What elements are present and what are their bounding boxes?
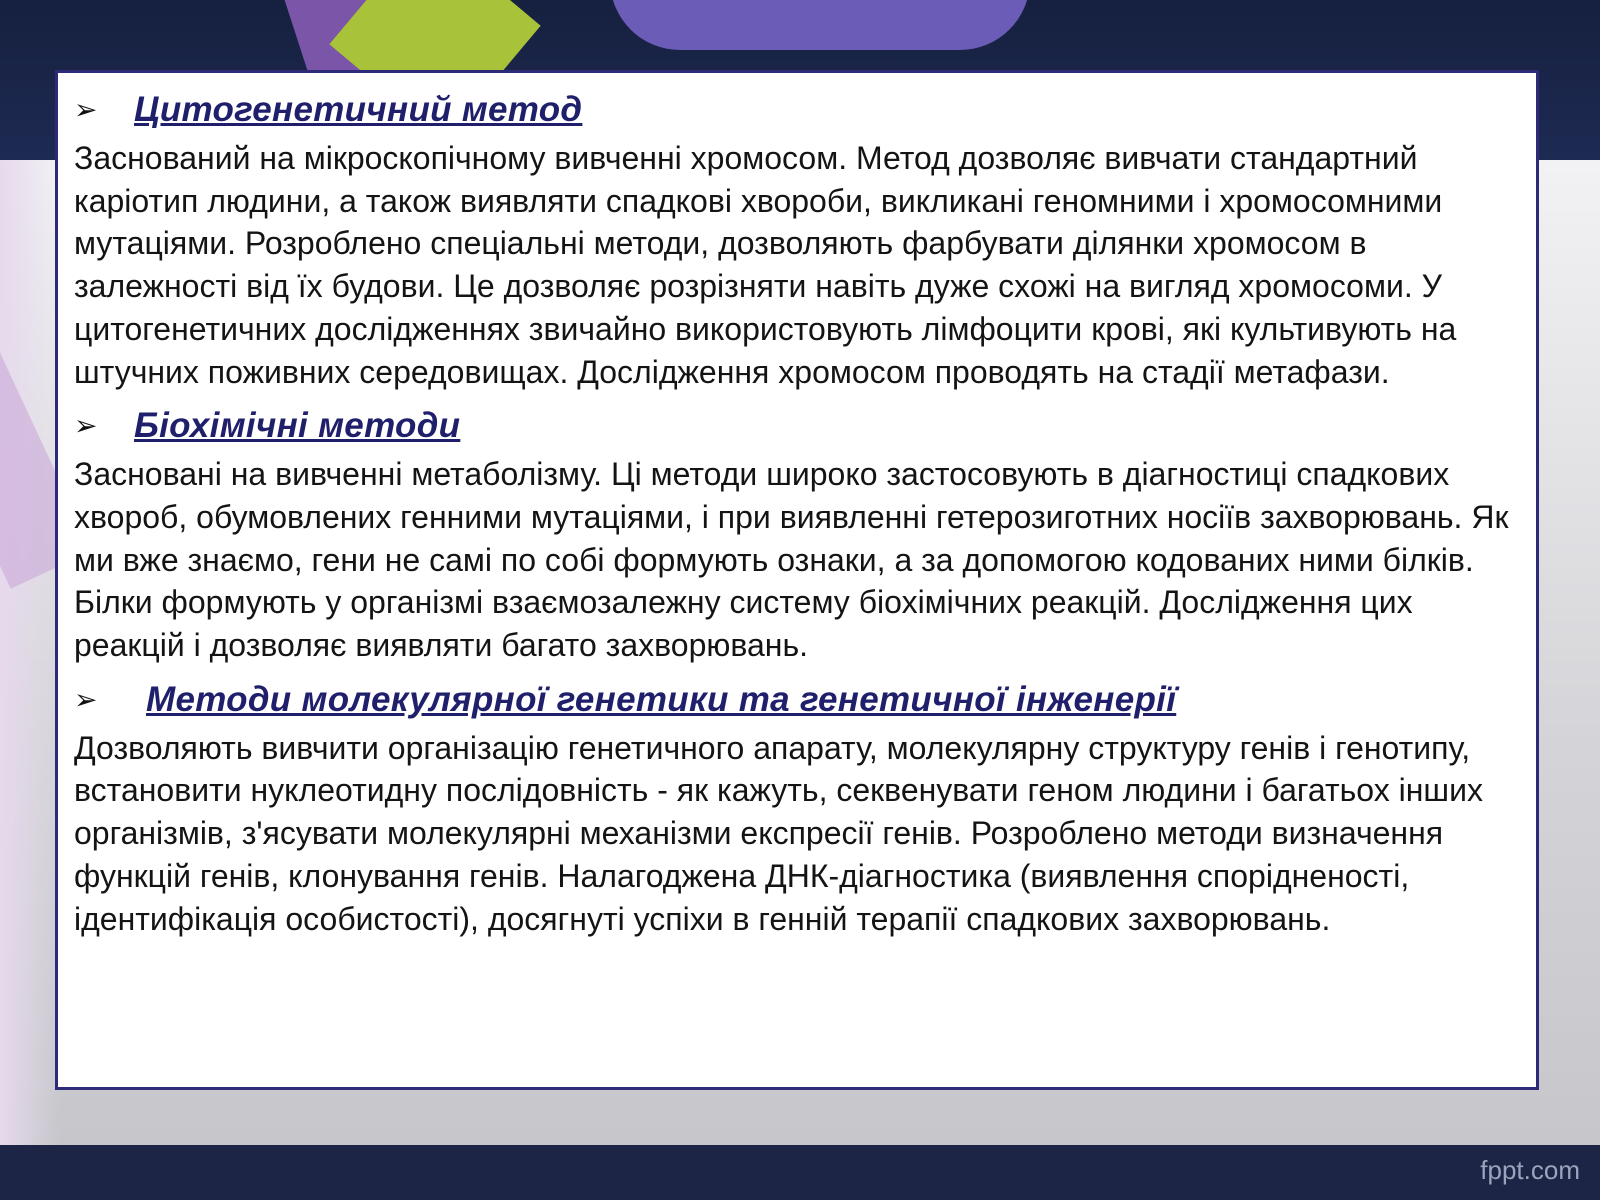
- arrow-bullet-icon: ➢: [74, 410, 98, 442]
- heading-biochemical: Біохімічні методи: [134, 406, 461, 446]
- section-heading-cytogenetic: [74, 83, 1522, 137]
- content-box: [55, 70, 1539, 1090]
- background-left-fade: [0, 160, 60, 1145]
- heading-cytogenetic: Цитогенетичний метод: [134, 90, 583, 129]
- section-heading-molecular: [74, 673, 1522, 727]
- watermark: fppt.com: [1480, 1155, 1580, 1185]
- paragraph-cytogenetic: Заснований на мікроскопічному вивченні хромосом. Метод дозволяє вивчати стандартний каріотип людини, а також виявляти спадкові хвороби, викликані геномними і хромосомними мутаціями. Розроблено спеціальні методи, дозволяють фарбувати ділянки хромосом в залежності від їх будови. Це дозволяє розрізняти навіть дуже схожі на вигляд хромосоми. У цитогенетичних дослідженнях звичайно використовують лімфоцити крові, які культивують на штучних поживних середовищах. Дослідження хромосом проводять на стадії метафази.: [74, 140, 1457, 390]
- bottom-decor-band: [0, 1145, 1600, 1200]
- heading-molecular: Методи молекулярної генетики та генетичної інженерії: [146, 679, 1177, 719]
- decor-ribbon-purple: [610, 0, 1030, 50]
- paragraph-biochemical: Засновані на вивченні метаболізму. Ці методи широко застосовують в діагностиці спадкових хвороб, обумовлених генними мутаціями, і при виявленні гетерозиготних носіїв захворювань. Як ми вже знаємо, гени не самі по собі формують ознаки, а за допомогою кодованих ними білків. Білки формують у організмі взаємозалежну систему біохімічних реакцій. Дослідження цих реакцій і дозволяє виявляти багато захворювань.: [74, 456, 1509, 664]
- arrow-bullet-icon: ➢: [74, 94, 98, 125]
- paragraph-molecular: Дозволяють вивчити організацію генетичного апарату, молекулярну структуру генів і генотипу, встановити нуклеотидну послідовність - як кажуть, секвенувати геном людини і багатьох інших організмів, з'ясувати молекулярні механізми експресії генів. Розроблено методи визначення функцій генів, клонування генів. Налагоджена ДНК-діагностика (виявлення спорідненості, ідентифікація особистості), досягнуті успіхи в генній терапії спадкових захворювань.: [74, 729, 1483, 937]
- section-heading-biochemical: [74, 399, 1522, 453]
- arrow-bullet-icon: ➢: [74, 683, 98, 715]
